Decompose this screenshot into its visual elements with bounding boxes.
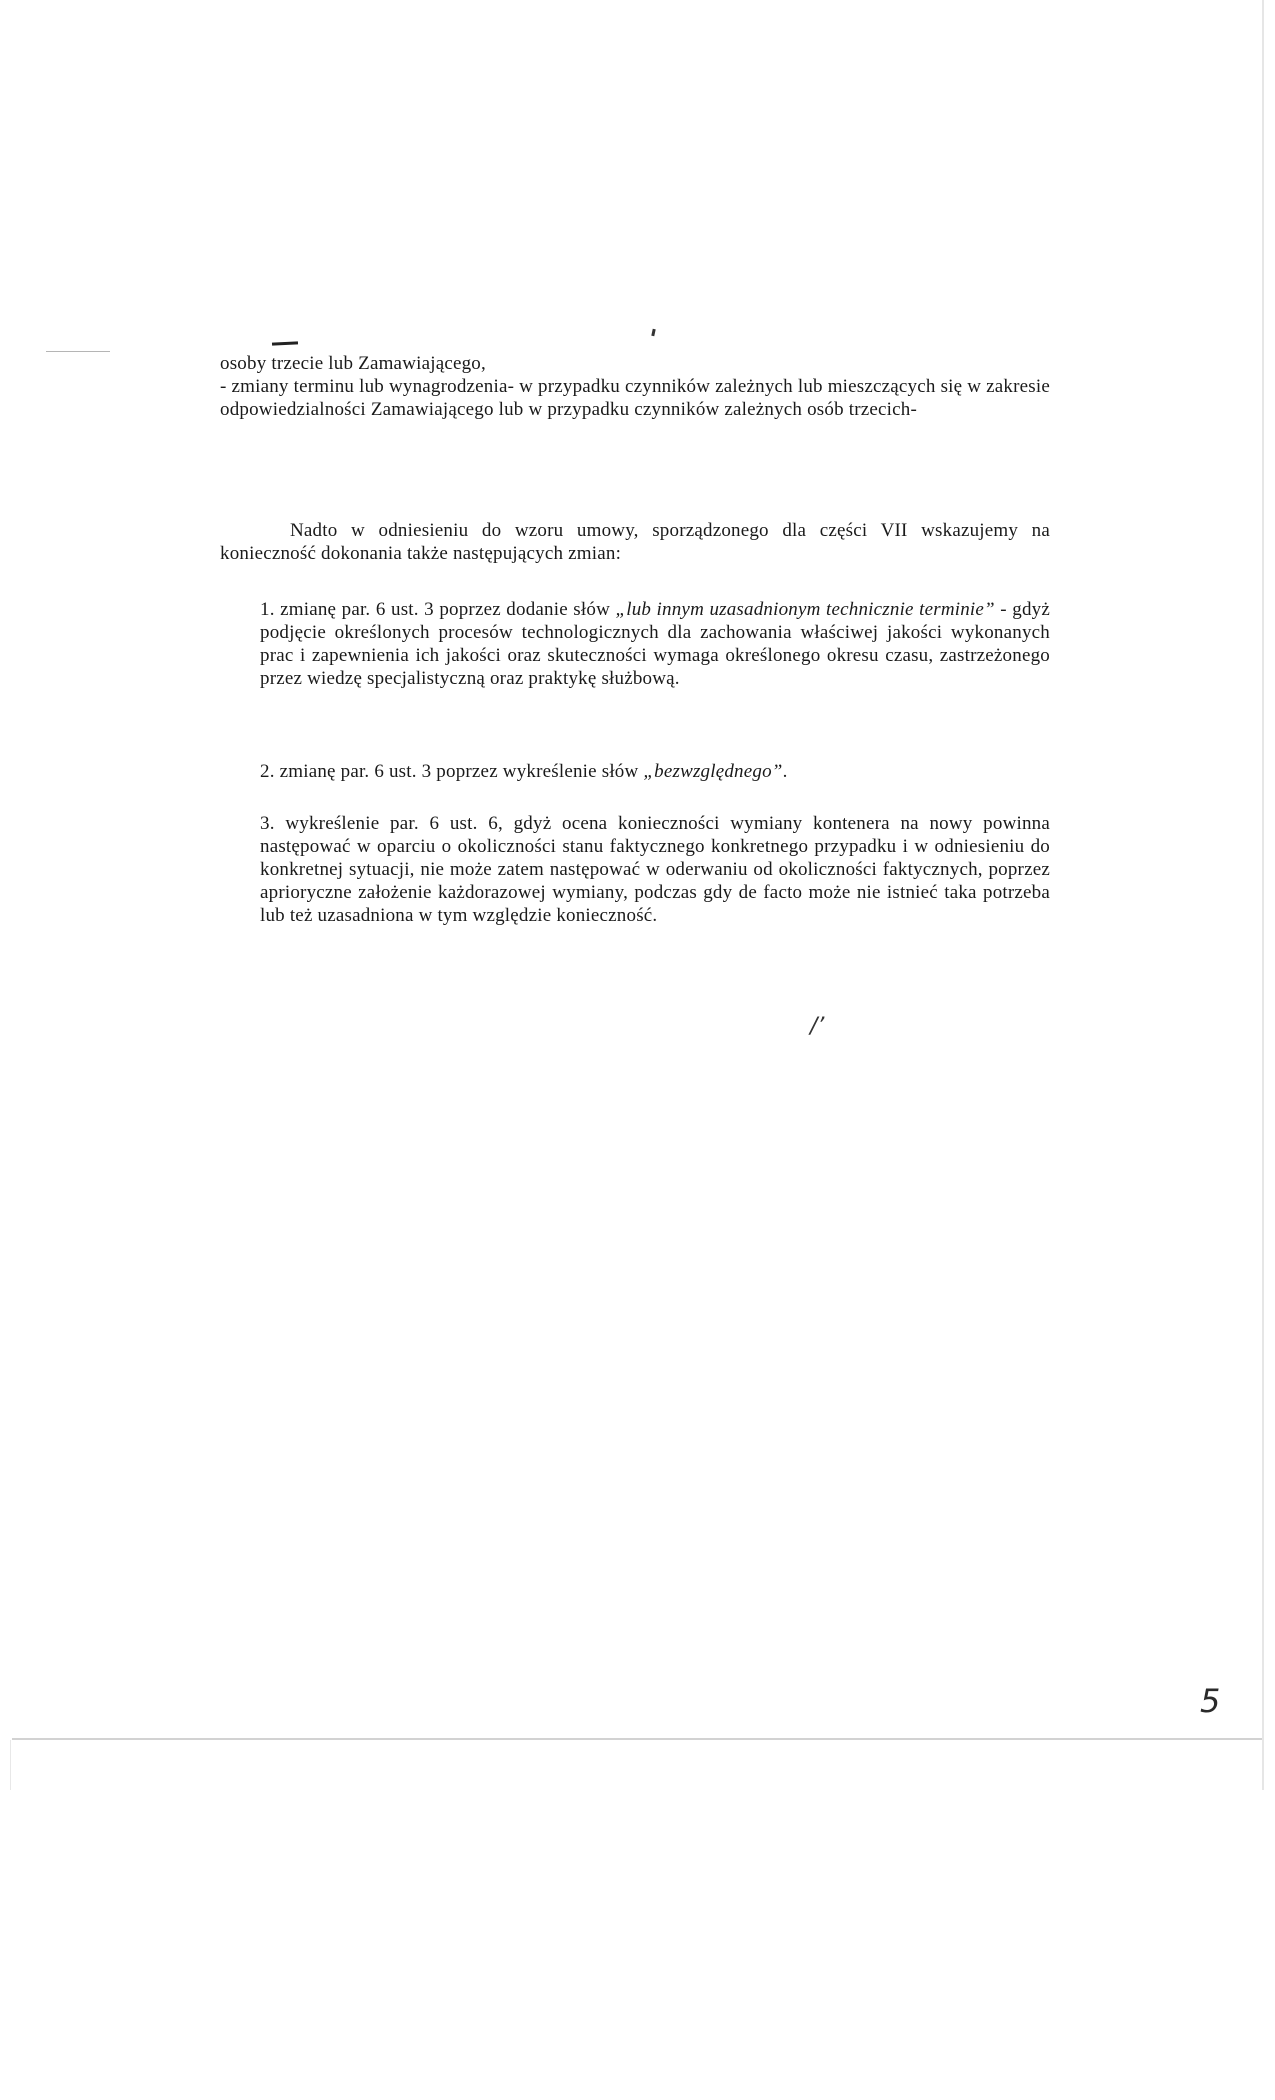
intro-paragraph: Nadto w odniesieniu do wzoru umowy, sporządzonego dla części VII wskazujemy na konieczność dokonania także następujących zmian:	[220, 520, 1050, 564]
list-item-2-before: zmianę par. 6 ust. 3 poprzez wykreślenie słów	[279, 761, 644, 782]
continuation-line-1: osoby trzecie lub Zamawiającego,	[220, 353, 486, 374]
list-item-1-number: 1.	[260, 599, 275, 620]
list-item-2	[260, 760, 1050, 783]
page-number: 5	[1200, 1682, 1221, 1720]
handwritten-stroke-mark	[272, 341, 298, 345]
handwritten-tick-mark	[651, 329, 655, 336]
list-item-1	[260, 598, 1050, 690]
list-item-3-text: wykreślenie par. 6 ust. 6, gdyż ocena konieczności wymiany kontenera na nowy powinna następować w oparciu o okoliczności stanu faktycznego konkretnego przypadku i w odniesieniu do konkretnej sytuacji, nie może zatem następować w oderwaniu od okoliczności faktycznych, poprzez aprioryczne założenie każdorazowej wymiany, podczas gdy de facto może nie istnieć taka potrzeba lub też uzasadniona w tym względzie konieczność.	[260, 813, 1050, 926]
continuation-line-2: - zmiany terminu lub wynagrodzenia- w przypadku czynników zależnych lub mieszczących się w zakresie odpowiedzialności Zamawiającego lub w przypadku czynników zależnych osób trzecich-	[220, 376, 1050, 420]
list-item-3	[260, 812, 1050, 927]
continuation-text	[220, 352, 1050, 421]
list-item-1-before: zmianę par. 6 ust. 3 poprzez dodanie słów	[280, 599, 616, 620]
margin-dash	[46, 351, 110, 352]
list-item-1-quote: „lub innym uzasadnionym technicznie terminie”	[615, 599, 995, 620]
list-item-2-after: .	[782, 761, 788, 782]
scan-edge-bottom	[12, 1738, 1262, 1740]
list-item-2-quote: „bezwzględnego”	[643, 761, 783, 782]
scan-edge-right	[1262, 0, 1264, 1790]
handwritten-initials: /’	[810, 1014, 825, 1039]
scan-edge-left	[10, 1740, 11, 1790]
list-item-1-after: - gdyż podjęcie określonych procesów technologicznych dla zachowania właściwej jakości wykonanych prac i zapewnienia ich jakości oraz skuteczności wymaga określonego okresu czasu, zastrzeżonego przez wiedzę specjalistyczną oraz praktykę służbową.	[260, 599, 1050, 689]
list-item-3-number: 3.	[260, 813, 275, 834]
list-item-2-number: 2.	[260, 761, 275, 782]
